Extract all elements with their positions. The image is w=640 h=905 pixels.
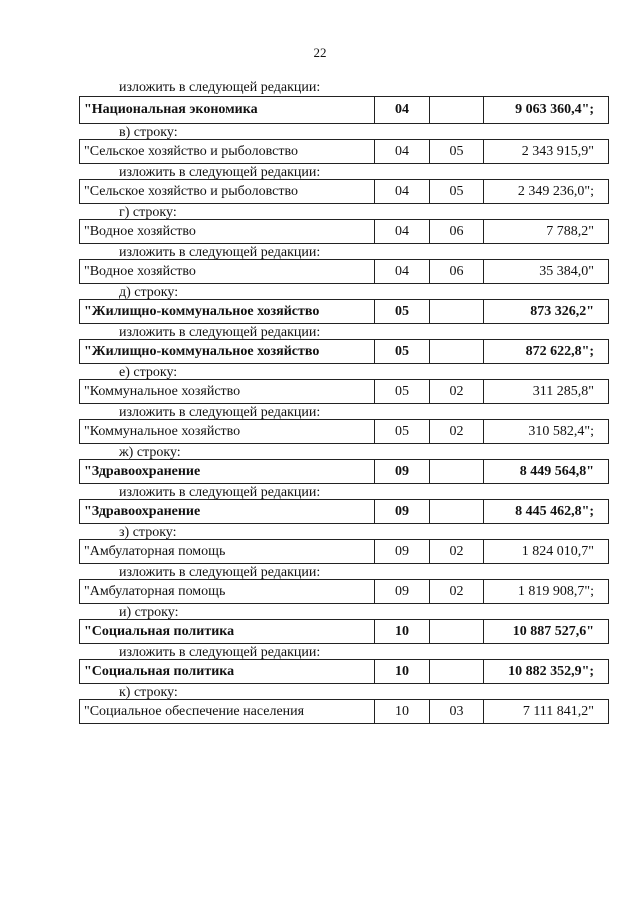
amendment-block (79, 644, 609, 684)
amendment-block (79, 484, 609, 524)
subsection-code: 02 (430, 539, 484, 564)
amendment-instruction: изложить в следующей редакции: (119, 245, 321, 260)
section-code: 05 (375, 419, 430, 444)
section-code: 05 (375, 339, 430, 364)
section-code: 04 (375, 96, 430, 124)
section-code: 09 (375, 499, 430, 524)
budget-table-row (79, 419, 609, 444)
budget-amount: 10 882 352,9"; (484, 659, 609, 684)
budget-table-row (79, 339, 609, 364)
budget-item-name: "Жилищно-коммунальное хозяйство (79, 299, 375, 324)
subsection-code: 06 (430, 259, 484, 284)
row-reference: и) строку: (119, 605, 179, 620)
budget-item-name: "Жилищно-коммунальное хозяйство (79, 339, 375, 364)
amendment-block (79, 124, 609, 164)
subsection-code (430, 659, 484, 684)
section-code: 04 (375, 139, 430, 164)
page-number: 22 (313, 45, 327, 60)
subsection-code (430, 96, 484, 124)
subsection-code: 05 (430, 179, 484, 204)
budget-table-row (79, 699, 609, 724)
amendment-block (79, 364, 609, 404)
subsection-code: 03 (430, 699, 484, 724)
section-code: 09 (375, 459, 430, 484)
subsection-code: 05 (430, 139, 484, 164)
subsection-code (430, 499, 484, 524)
amendment-block (79, 604, 609, 644)
budget-table-row (79, 659, 609, 684)
budget-amount: 8 449 564,8" (484, 459, 609, 484)
subsection-code (430, 339, 484, 364)
budget-table-row (79, 499, 609, 524)
subsection-code (430, 459, 484, 484)
budget-amount: 8 445 462,8"; (484, 499, 609, 524)
budget-item-name: "Социальная политика (79, 619, 375, 644)
budget-table-row (79, 619, 609, 644)
amendment-instruction: изложить в следующей редакции: (119, 645, 321, 660)
budget-item-name: "Социальная политика (79, 659, 375, 684)
subsection-code (430, 299, 484, 324)
budget-item-name: "Водное хозяйство (79, 259, 375, 284)
budget-table-row (79, 219, 609, 244)
budget-amount: 310 582,4"; (484, 419, 609, 444)
budget-table-row (79, 179, 609, 204)
budget-table-row (79, 379, 609, 404)
budget-amount: 2 343 915,9" (484, 139, 609, 164)
row-reference: к) строку: (119, 685, 178, 700)
amendment-instruction: изложить в следующей редакции: (119, 325, 321, 340)
document-body (79, 79, 609, 724)
section-code: 04 (375, 219, 430, 244)
budget-table-row (79, 299, 609, 324)
section-code: 05 (375, 299, 430, 324)
amendment-block (79, 204, 609, 244)
subsection-code (430, 619, 484, 644)
amendment-block (79, 164, 609, 204)
row-reference: ж) строку: (119, 445, 181, 460)
budget-table-row (79, 139, 609, 164)
subsection-code: 06 (430, 219, 484, 244)
row-reference: д) строку: (119, 285, 179, 300)
amendment-instruction: изложить в следующей редакции: (119, 80, 321, 95)
budget-item-name: "Здравоохранение (79, 459, 375, 484)
amendment-block (79, 564, 609, 604)
row-reference: з) строку: (119, 525, 177, 540)
budget-table-row (79, 579, 609, 604)
budget-amount: 311 285,8" (484, 379, 609, 404)
budget-table-row (79, 259, 609, 284)
amendment-instruction: изложить в следующей редакции: (119, 165, 321, 180)
budget-amount: 1 819 908,7"; (484, 579, 609, 604)
row-reference: в) строку: (119, 125, 178, 140)
budget-table-row (79, 96, 609, 124)
section-code: 04 (375, 259, 430, 284)
section-code: 10 (375, 619, 430, 644)
amendment-instruction: изложить в следующей редакции: (119, 565, 321, 580)
amendment-block (79, 404, 609, 444)
budget-table-row (79, 459, 609, 484)
section-code: 09 (375, 579, 430, 604)
budget-item-name: "Коммунальное хозяйство (79, 379, 375, 404)
row-reference: г) строку: (119, 205, 177, 220)
budget-item-name: "Социальное обеспечение населения (79, 699, 375, 724)
budget-item-name: "Водное хозяйство (79, 219, 375, 244)
amendment-block (79, 444, 609, 484)
budget-amount: 2 349 236,0"; (484, 179, 609, 204)
amendment-block (79, 524, 609, 564)
row-reference: е) строку: (119, 365, 178, 380)
budget-item-name: "Сельское хозяйство и рыболовство (79, 179, 375, 204)
budget-amount: 872 622,8"; (484, 339, 609, 364)
amendment-block (79, 79, 609, 124)
subsection-code: 02 (430, 579, 484, 604)
budget-item-name: "Национальная экономика (79, 96, 375, 124)
amendment-block (79, 684, 609, 724)
subsection-code: 02 (430, 379, 484, 404)
section-code: 09 (375, 539, 430, 564)
budget-item-name: "Сельское хозяйство и рыболовство (79, 139, 375, 164)
section-code: 04 (375, 179, 430, 204)
budget-amount: 9 063 360,4"; (484, 96, 609, 124)
budget-item-name: "Коммунальное хозяйство (79, 419, 375, 444)
amendment-block (79, 244, 609, 284)
subsection-code: 02 (430, 419, 484, 444)
amendment-block (79, 324, 609, 364)
budget-amount: 873 326,2" (484, 299, 609, 324)
amendment-instruction: изложить в следующей редакции: (119, 405, 321, 420)
section-code: 10 (375, 659, 430, 684)
budget-item-name: "Амбулаторная помощь (79, 579, 375, 604)
budget-amount: 1 824 010,7" (484, 539, 609, 564)
amendment-block (79, 284, 609, 324)
budget-amount: 35 384,0" (484, 259, 609, 284)
budget-amount: 10 887 527,6" (484, 619, 609, 644)
amendment-instruction: изложить в следующей редакции: (119, 485, 321, 500)
budget-item-name: "Здравоохранение (79, 499, 375, 524)
section-code: 05 (375, 379, 430, 404)
section-code: 10 (375, 699, 430, 724)
budget-amount: 7 111 841,2" (484, 699, 609, 724)
budget-amount: 7 788,2" (484, 219, 609, 244)
budget-table-row (79, 539, 609, 564)
budget-item-name: "Амбулаторная помощь (79, 539, 375, 564)
